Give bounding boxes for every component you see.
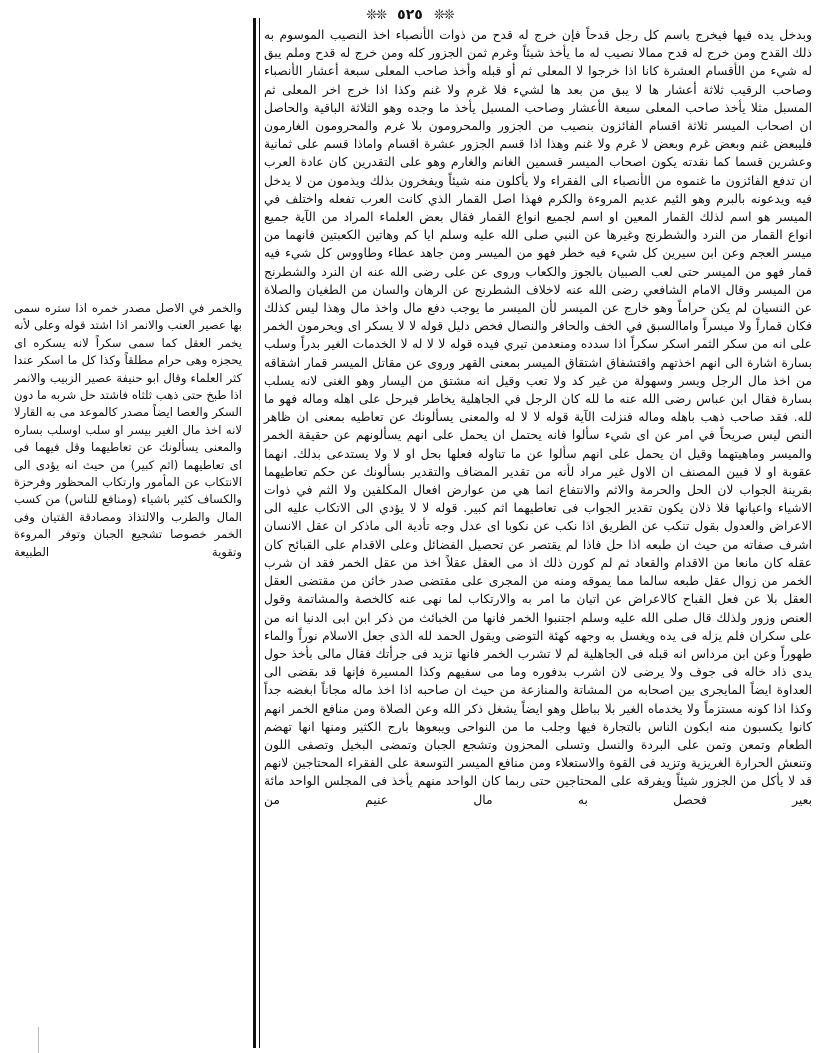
column-divider-thick: [253, 18, 256, 1048]
main-body-text: وبدخل يده فيها فيخرج باسم كل رجل قدحاً فإن خرج له قدح من ذوات الأنصباء اخذ النصيب الموسوم به ذلك القدح ومن خرج له قدح ممالا نصيب له ما يأخذ شيئاً وغرم ثمن الجزور كله ومن خرج له قدح وملم يبق له شيء من الأقسام العشرة كانا اذا خرجوا لا المعلى ثم أو قبله وأخذ صاحب المعلى سبعة أعشار الأنصباء وصاحب الرقيب ثلاثة أعشار ها لا يبق من بعد ها لشيء فلا غرم ولا غنم وكذا اذا خرج اخر المعلى ثم المسبل مثلا يأخذ صاحب المعلى سبعة الأعشار وصاحب المسبل يأخذ ما وجده وهو الثلاثة الباقية والحاصل ان اصحاب الميسر ثلاثة اقسام الفائزون بنصيب من الجزور والمحرومون بلا غرم والمحرومون الغارمون فليبعض غنم وبعض غرم وبعض لا غرم ولا غنم وهذا اذا قسم الجزور عشرة اقسام واماذا قسم على ثمانية وعشرين قسما كما نقدته يكون اصحاب الميسر قسمين الغانم والغارم وهو على التقدرين كان عادة العرب ان تدفع الفائزون ما غنموه من الأنصباء الى الفقراء ولا يأكلون منه شيئاً ويفخرون بذلك ويذمون من لا يدخل فيه ويدعونه بالبرم وهو الئيم عديم المروءة والكرم فهذا اصل القمار الذي كانت العرب تفعله واختلف في الميسر هو اسم لذلك القمار المعين او اسم لجميع انواع القمار فقال بعض العلماء المراد من الآية جميع انواع القمار من النرد والشطرنج وغيرها عن النبي صلى الله عليه وسلم ايا كم وهاتين الكعبتين فانهما من ميسر العجم وعن ابن سيرين كل شيء فيه خطر فهو من الميسر ومن جاهد عطاء وطاووس كل شيء فيه قمار فهو من الميسر حتى لعب الصبيان بالجوز والكعاب وروى عن على رضى الله عنه ان النرد والشطرنج من الميسر وقال الامام الشافعي رضى الله عنه لاخلاف الشطرنج عن الرهان والسان من الطغيان والصلاة عن النسيان لم يكن حراماً وهو خارج عن الميسر لأن الميسر ما يوجب دفع مال واخذ مال وهذا ليس كذلك فكان قماراً ولا ميسراً واماالسبق في الخف والحافر والنصال فخص دليل قوله لا لا يسكر اى ويحرمون الخمر على انه من سكر الثمر اسكر سكراً اذا سدده ومنعدمن تيري فيده قوله لا لا له لا الخدمات الغير بدراً وسلب بسارة اشارة الى انهم اخذتهم واقتشفاق اشتقاق الميسر بمعنى القهر وروى عن مقاتل الميسر قمار اشقاقه من اخذ مال الرجل ويسر وسهولة من غير كد ولا تعب وقيل انه مشتق من اليسار وهو الغنى لانه يسلب بسارة فقال ابن عباس رضى الله عنه ما لله كان الرجل في الجاهلية يخاطر فيرحل على اهله وماله فهو ما لله. فقد صاحب ذهب باهله وماله فنزلت الآية قوله لا لا له والمعنى يسألونك عن تعاطيه بمعنى ان ظاهر النص ليس صريحاً في امر عن اى شيء سألوا فانه يحتمل ان يحمل على انهم يسألونهم عن حقيقة الخمر والميسر وماهيتهما وقيل ان يحمل على انهم سألوا عن ما تناوله فعلها بحل او لا ولا يستدعى بدلك. انهما عقوبة او لا فبين المصنف ان الاول غير مراد لأنه من تقدير المضاف والتقدير بسألونك عن حكم تعاطيهما بقرينة الجواب لان الحل والحرمة والاثم والانتفاع انما هي من عوارض افعال المكلفين ولا الثم في ذوات الاشياء واعيانها فلا ذلان يكون تقدير الجواب فى تعاطيهما اثم كبير. قوله لا لا يؤدي الى الاتكاب عليه الى الاعراض والعدول بقول تنكب عن الطريق اذا نكب عن نكوبا اى عدل وجه تأدية الى ماذكر ان عقل الانسان اشرف صفاته من حيث ان طبعه اذا حل فاذا لم يقتصر عن تحصيل الفضائل وعلى الاقدام على القبائح كان عقله كان مانعا من الاقدام والقعاد ثم لم كورن ذلك اذ مى العقل عقلاً اخذ من عقل الخمر فقد ان شرب الخمر من زوال عقل طبعه سالما مما يموقه ومنه من المجرى على مقتضى صدر خائن من مقتضى العقل العقل بلا عن فعل القباح كالاعراض عن اتيان ما امر به والارتكاب لما نهى عنه كالخصة والمشاتمة وقول العنص وزور ولذلك قال صلى الله عليه وسلم اجتنبوا الخمر فانها من الخبائث من ذكر ابن ابى الدنيا انه من على سكران فلم يزله فى يده ويغسل به وجهه كهئة التوضى ويقول الحمد لله الذى جعل الاسلام نوراً والماء طهوراً وعن ابن مرداس انه قبله فى الجاهلية لم لا تشرب الخمر فانها تزيد فى جرأتك فقال مالى بأخذ حول يدى ذاد خاله فى جوف ولا يرضى لان اشرب بدفوره وما مى سفيهم وكذا المسيرة فإنها قد بقضى الى العداوة ايضاً المايجرى بين اصحابه من المشاتة والمنازعة من حيث ان صاحبه اذا اخذ ماله مجاناً ابغضه جداً وكذا اذا كونه مستزماً ولا يخدماه الغير بلا بباطل وهو ايضاً يشغل ذكر الله وعن الصلاة ومن منافع الخمر انهم كانوا يكسبون منه ابكون الناس بالتجارة فيها وجلب ما من النواحى ويبعوها بارج الكثير ومنها انها تهضم الطعام وتمعن وتمن على البردة والنسل وتسلى المحزون وتشجع الجبان وتمضى البخيل وتصفى اللون وتنعش الحرارة الغريزية وتزيد فى القوة والاستعلاء ومن منافع الميسر التوسعة على الفقراء المحتاجين لانهم قد لا يأكل من الجزور شيئاً ويفرقه على المحتاجين حتى ربما كان الواحد منهم يأخذ فى المجلس الواحد مائة بعير فحصل به مال عنيم من: [264, 28, 812, 807]
marginal-gloss-column: [14, 300, 242, 561]
column-divider-thin: [259, 18, 260, 1048]
main-body-column: [264, 26, 812, 809]
ornament-right-icon: ❊❊: [433, 8, 454, 23]
page-number: ٥٢٥: [397, 6, 423, 23]
ornament-left-icon: ❊❊: [366, 8, 387, 23]
page-header: [0, 4, 820, 24]
marginal-gloss-text: والخمر في الاصل مصدر خمره اذا ستره سمى بها عصير العنب والانمر اذا اشتد قوله وعلى لأنه يخمر العقل كما سمى سكراً لانه يسكره اى يحجزه وهى حرام مطلقاً وكذا كل ما اسكر عندا كثر العلماء وقال ابو حنيفة عصير الزبيب والانمر اذا طبخ حتى ذهب ثلثاه فاشتد حل شربه ما دون السكر والعصا ايضاً مصدر كالموعد مى به القارلا لانه اخذ مال الغير بيسر او سلب اوسلب بساره والمعنى يسألونك عن تعاطيهما وقل فيهما فى اى تعاطيهما (اثم كبير) من حيث انه يؤدى الى الانتكاب عن المأمور وارتكاب المحظور وفرحزة والكساف كثير باشياء (ومنافع للناس) من كسب المال والطرب والالتذاذ ومصادقة القتيان وفى الخمر خصوصا تشجيع الجبان وتوفر المروءة وتقوية الطبيعة: [14, 301, 242, 559]
page-edge-line: [38, 1027, 39, 1053]
